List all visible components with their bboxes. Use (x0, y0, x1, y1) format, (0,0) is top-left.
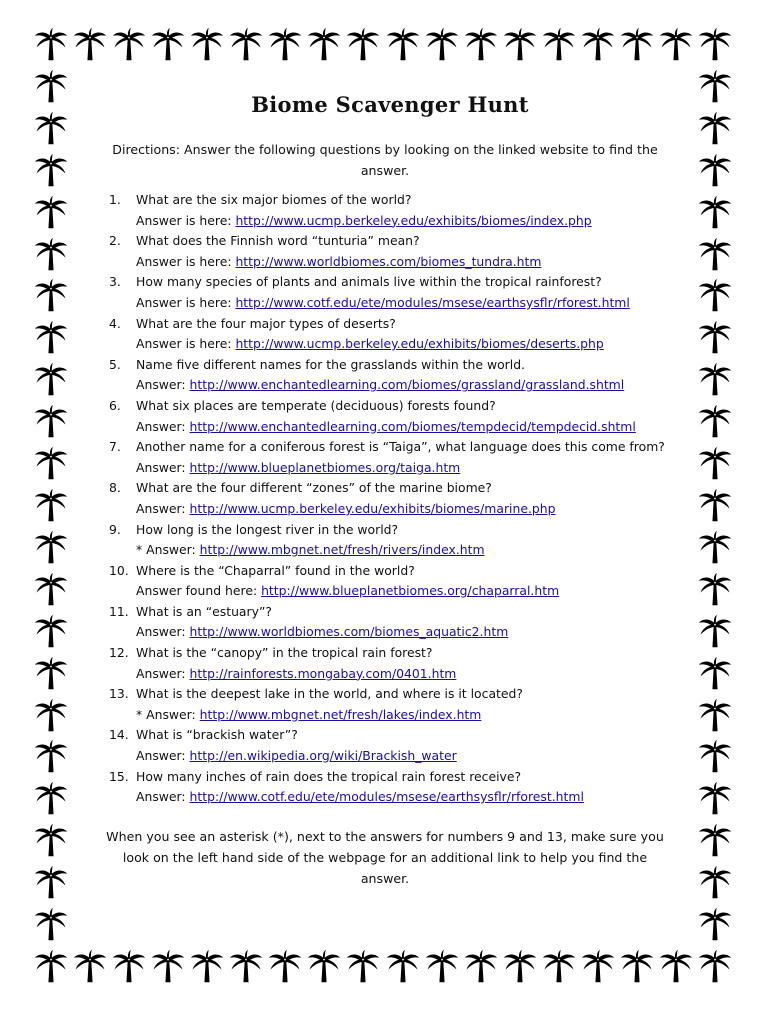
answer-line (136, 622, 670, 643)
question-number: 4. (109, 315, 121, 331)
palm-tree-icon (503, 28, 537, 62)
question-number: 14. (109, 727, 129, 743)
answer-line (136, 664, 670, 685)
answer-link[interactable]: http://www.enchantedlearning.com/biomes/grassland/grassland.shtml (189, 377, 625, 393)
palm-tree-icon (659, 950, 693, 984)
palm-tree-icon (34, 70, 68, 104)
palm-tree-icon (34, 531, 68, 565)
question-item (100, 437, 670, 478)
palm-tree-icon (112, 28, 146, 62)
palm-tree-icon (190, 28, 224, 62)
answer-line (136, 540, 670, 561)
question-text: Another name for a coniferous forest is “Taiga”, what language does this come from? (136, 439, 665, 455)
palm-tree-icon (34, 321, 68, 355)
answer-link[interactable]: http://www.ucmp.berkeley.edu/exhibits/biomes/index.php (235, 212, 592, 228)
palm-tree-icon (620, 28, 654, 62)
answer-label: Answer is here: (136, 336, 236, 352)
answer-label: Answer: (136, 459, 190, 475)
question-item (100, 602, 670, 643)
question-item (100, 561, 670, 602)
palm-tree-icon (34, 950, 68, 984)
palm-tree-icon (34, 489, 68, 523)
answer-link[interactable]: http://www.ucmp.berkeley.edu/exhibits/biomes/deserts.php (235, 336, 604, 352)
answer-line (136, 458, 670, 479)
palm-tree-icon (620, 950, 654, 984)
palm-tree-icon (698, 573, 732, 607)
answer-label: Answer is here: (136, 212, 236, 228)
palm-tree-icon (698, 866, 732, 900)
palm-tree-icon (698, 447, 732, 481)
palm-tree-icon (151, 950, 185, 984)
question-number: 2. (109, 233, 121, 249)
palm-tree-icon (698, 238, 732, 272)
palm-tree-icon (34, 447, 68, 481)
page-title: Biome Scavenger Hunt (251, 92, 529, 117)
palm-tree-icon (34, 28, 68, 62)
answer-link[interactable]: http://www.cotf.edu/ete/modules/msese/earthsysflr/rforest.html (189, 789, 584, 805)
question-item (100, 314, 670, 355)
answer-label: Answer: (136, 418, 190, 434)
palm-tree-icon (73, 950, 107, 984)
palm-tree-icon (34, 573, 68, 607)
question-text: Where is the “Chaparral” found in the world? (136, 562, 415, 578)
answer-link[interactable]: http://www.ucmp.berkeley.edu/exhibits/biomes/marine.php (189, 500, 556, 516)
answer-line (136, 334, 670, 355)
palm-tree-icon (698, 196, 732, 230)
palm-tree-icon (34, 238, 68, 272)
palm-tree-icon (34, 363, 68, 397)
directions: Directions: Answer the following questions by looking on the linked website to find the answer. (112, 142, 658, 178)
palm-tree-icon (581, 28, 615, 62)
palm-tree-icon (698, 70, 732, 104)
question-item (100, 767, 670, 808)
palm-tree-icon (151, 28, 185, 62)
question-item (100, 272, 670, 313)
answer-line (136, 581, 670, 602)
palm-tree-icon (307, 28, 341, 62)
palm-tree-icon (659, 28, 693, 62)
question-text: Name five different names for the grasslands within the world. (136, 356, 525, 372)
question-list (100, 190, 670, 808)
palm-tree-icon (698, 824, 732, 858)
answer-label: Answer: (136, 624, 190, 640)
question-text: What is “brackish water”? (136, 727, 298, 743)
question-text: What is an “estuary”? (136, 603, 272, 619)
palm-tree-icon (34, 112, 68, 146)
palm-tree-icon (346, 28, 380, 62)
answer-label: Answer is here: (136, 253, 236, 269)
question-text: What six places are temperate (deciduous) forests found? (136, 397, 496, 413)
question-number: 12. (109, 645, 129, 661)
answer-label: Answer: (136, 500, 190, 516)
palm-tree-icon (34, 908, 68, 942)
palm-tree-icon (698, 321, 732, 355)
answer-link[interactable]: http://www.mbgnet.net/fresh/lakes/index.htm (199, 706, 482, 722)
palm-tree-icon (229, 950, 263, 984)
question-item (100, 684, 670, 725)
palm-tree-icon (581, 950, 615, 984)
palm-tree-icon (34, 405, 68, 439)
palm-tree-icon (73, 28, 107, 62)
answer-link[interactable]: http://www.worldbiomes.com/biomes_aquatic2.htm (189, 624, 509, 640)
asterisk-note: When you see an asterisk (*), next to the answers for numbers 9 and 13, make sure you look on the left hand side of the webpage for an additional link to help you find the answer. (106, 828, 664, 886)
answer-line (136, 705, 670, 726)
answer-line (136, 375, 670, 396)
palm-tree-icon (34, 154, 68, 188)
palm-tree-icon (34, 866, 68, 900)
palm-tree-icon (698, 405, 732, 439)
question-item (100, 520, 670, 561)
question-number: 10. (109, 562, 129, 578)
answer-label: * Answer: (136, 706, 200, 722)
answer-link[interactable]: http://rainforests.mongabay.com/0401.htm (189, 665, 457, 681)
answer-label: * Answer: (136, 542, 200, 558)
answer-link[interactable]: http://www.cotf.edu/ete/modules/msese/earthsysflr/rforest.html (235, 294, 630, 310)
question-item (100, 643, 670, 684)
answer-link[interactable]: http://www.blueplanetbiomes.org/taiga.htm (189, 459, 461, 475)
answer-line (136, 293, 670, 314)
palm-tree-icon (698, 657, 732, 691)
palm-tree-icon (34, 279, 68, 313)
palm-tree-icon (268, 28, 302, 62)
question-text: What is the “canopy” in the tropical rain forest? (136, 645, 433, 661)
question-item (100, 355, 670, 396)
question-text: What are the four major types of deserts? (136, 315, 396, 331)
question-item (100, 478, 670, 519)
palm-tree-icon (229, 28, 263, 62)
question-text: What does the Finnish word “tunturia” mean? (136, 233, 420, 249)
palm-tree-icon (698, 908, 732, 942)
question-number: 3. (109, 274, 121, 290)
question-number: 5. (109, 356, 121, 372)
palm-tree-icon (698, 279, 732, 313)
palm-tree-icon (698, 154, 732, 188)
question-number: 7. (109, 439, 121, 455)
palm-tree-icon (425, 28, 459, 62)
answer-link[interactable]: http://en.wikipedia.org/wiki/Brackish_water (189, 748, 457, 764)
question-text: What is the deepest lake in the world, and where is it located? (136, 686, 523, 702)
question-item (100, 190, 670, 231)
question-number: 1. (109, 192, 121, 207)
answer-line (136, 787, 670, 808)
palm-tree-icon (34, 196, 68, 230)
palm-tree-icon (34, 824, 68, 858)
palm-tree-icon (464, 28, 498, 62)
palm-tree-icon (698, 782, 732, 816)
palm-tree-icon (34, 657, 68, 691)
palm-tree-icon (386, 28, 420, 62)
palm-tree-icon (268, 950, 302, 984)
answer-label: Answer: (136, 665, 190, 681)
palm-tree-icon (542, 950, 576, 984)
palm-tree-icon (307, 950, 341, 984)
answer-link[interactable]: http://www.worldbiomes.com/biomes_tundra.htm (235, 253, 542, 269)
palm-tree-icon (698, 699, 732, 733)
palm-tree-icon (112, 950, 146, 984)
palm-tree-icon (698, 363, 732, 397)
question-number: 8. (109, 480, 121, 496)
worksheet (100, 92, 670, 889)
answer-label: Answer: (136, 377, 190, 393)
question-text: How long is the longest river in the world? (136, 521, 399, 537)
palm-tree-icon (190, 950, 224, 984)
question-text: What are the four different “zones” of the marine biome? (136, 480, 492, 496)
palm-tree-icon (34, 740, 68, 774)
answer-label: Answer found here: (136, 583, 262, 599)
question-item (100, 396, 670, 437)
palm-tree-icon (386, 950, 420, 984)
question-item (100, 231, 670, 272)
palm-tree-icon (34, 782, 68, 816)
question-text: How many species of plants and animals live within the tropical rainforest? (136, 274, 602, 290)
answer-line (136, 417, 670, 438)
palm-tree-icon (698, 950, 732, 984)
question-number: 15. (109, 768, 129, 784)
answer-line (136, 499, 670, 520)
palm-tree-icon (425, 950, 459, 984)
palm-tree-icon (698, 615, 732, 649)
question-number: 11. (109, 603, 129, 619)
answer-label: Answer: (136, 789, 190, 805)
palm-tree-icon (346, 950, 380, 984)
palm-tree-icon (698, 28, 732, 62)
palm-tree-icon (698, 112, 732, 146)
palm-tree-icon (698, 740, 732, 774)
answer-label: Answer is here: (136, 294, 236, 310)
question-text: How many inches of rain does the tropical rain forest receive? (136, 768, 522, 784)
palm-tree-icon (34, 699, 68, 733)
question-text: What are the six major biomes of the world? (136, 192, 412, 207)
question-number: 13. (109, 686, 129, 702)
answer-label: Answer: (136, 748, 190, 764)
palm-tree-icon (503, 950, 537, 984)
question-item (100, 725, 670, 766)
palm-tree-icon (698, 489, 732, 523)
palm-tree-icon (34, 615, 68, 649)
palm-tree-icon (698, 531, 732, 565)
palm-tree-icon (464, 950, 498, 984)
answer-line (136, 746, 670, 767)
answer-line (136, 211, 670, 232)
answer-link[interactable]: http://www.mbgnet.net/fresh/rivers/index.htm (199, 542, 485, 558)
question-number: 9. (109, 521, 121, 537)
palm-tree-icon (542, 28, 576, 62)
answer-link[interactable]: http://www.blueplanetbiomes.org/chaparral.htm (261, 583, 560, 599)
answer-line (136, 252, 670, 273)
answer-link[interactable]: http://www.enchantedlearning.com/biomes/tempdecid/tempdecid.shtml (189, 418, 636, 434)
question-number: 6. (109, 397, 121, 413)
